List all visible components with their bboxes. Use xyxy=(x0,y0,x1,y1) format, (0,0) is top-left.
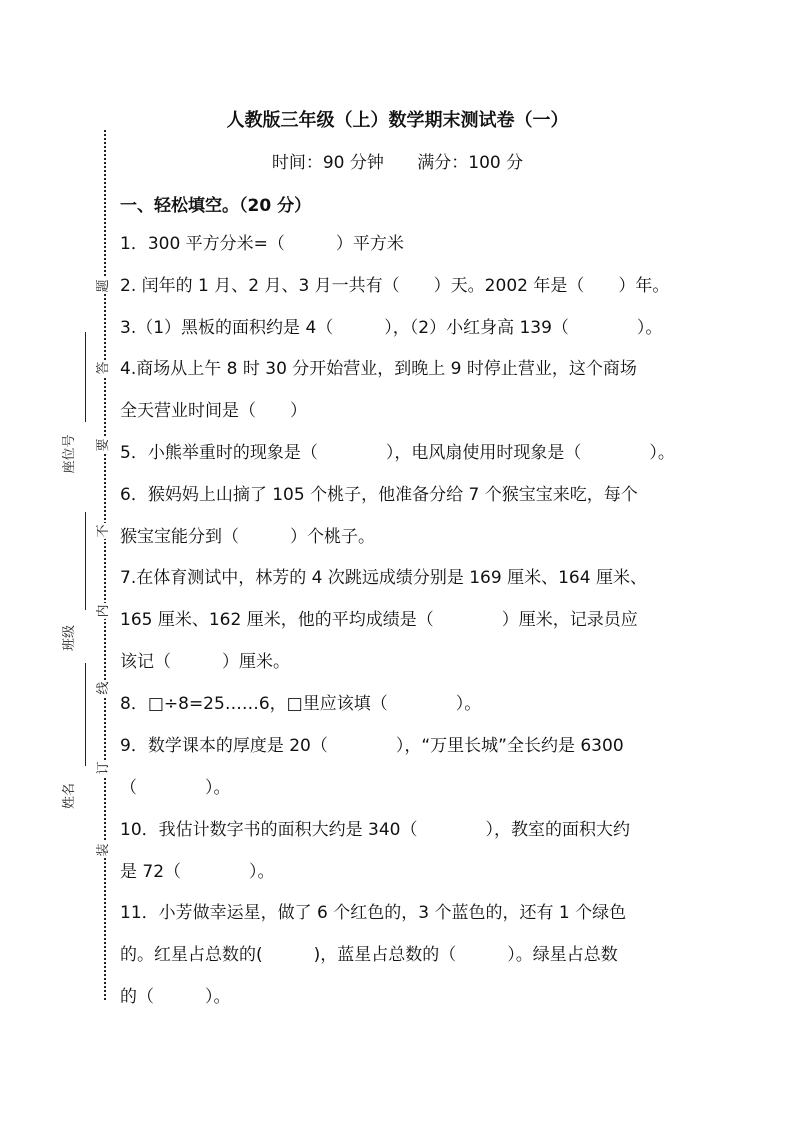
seal-word: 题 xyxy=(96,279,111,293)
question-line: 2. 闰年的 1 月、2 月、3 月一共有（ ）天。2002 年是（ ）年。 xyxy=(120,276,670,296)
seat-number-blank[interactable] xyxy=(85,332,86,422)
question-line: 3.（1）黑板的面积约是 4（ ），（2）小红身高 139（ ）。 xyxy=(120,318,663,338)
question-3 xyxy=(120,307,676,349)
question-line: 5．小熊举重时的现象是（ ），电风扇使用时现象是（ ）。 xyxy=(120,443,675,463)
class-label: 班级 xyxy=(62,625,77,652)
question-line: 1．300 平方分米=（ ）平方米 xyxy=(120,234,404,254)
seal-word: 内 xyxy=(96,604,111,618)
question-line: 165 厘米、162 厘米，他的平均成绩是（ ）厘米，记录员应 xyxy=(120,610,638,630)
class-blank[interactable] xyxy=(85,512,86,610)
question-line: 9．数学课本的厚度是 20（ ），“万里长城”全长约是 6300 xyxy=(120,736,624,756)
question-1 xyxy=(120,223,676,265)
exam-info xyxy=(120,148,675,173)
seal-word: 订 xyxy=(96,761,111,775)
seal-word: 答 xyxy=(96,361,111,375)
question-line: （ ）。 xyxy=(120,778,231,798)
exam-score: 满分：100 分 xyxy=(417,153,524,173)
question-line: 该记（ ）厘米。 xyxy=(120,652,290,672)
question-9 xyxy=(120,725,676,809)
question-line: 的。红星占总数的( )，蓝星占总数的（ ）。绿星占总数 xyxy=(120,945,618,965)
seal-word: 要 xyxy=(96,438,111,452)
seal-word: 装 xyxy=(96,843,111,857)
exam-title: 人教版三年级（上）数学期末测试卷（一） xyxy=(226,110,569,131)
question-line: 11．小芳做幸运星，做了 6 个红色的，3 个蓝色的，还有 1 个绿色 xyxy=(120,903,627,923)
question-line: 8．□÷8=25……6，□里应该填（ ）。 xyxy=(120,694,482,714)
question-line: 猴宝宝能分到（ ）个桃子。 xyxy=(120,527,375,547)
question-line: 4.商场从上午 8 时 30 分开始营业，到晚上 9 时停止营业，这个商场 xyxy=(120,359,637,379)
name-blank[interactable] xyxy=(85,663,86,766)
seal-word: 线 xyxy=(96,681,111,695)
question-7 xyxy=(120,557,676,683)
question-line: 的（ ）。 xyxy=(120,987,231,1007)
section-heading: 一、轻松填空。（20 分） xyxy=(120,196,312,216)
question-line: 6．猴妈妈上山摘了 105 个桃子，他准备分给 7 个猴宝宝来吃，每个 xyxy=(120,485,638,505)
question-line: 是 72（ ）。 xyxy=(120,862,275,882)
question-6 xyxy=(120,474,676,558)
seat-number-label: 座位号 xyxy=(62,434,77,474)
name-label: 姓名 xyxy=(62,783,77,810)
question-8 xyxy=(120,683,676,725)
binding-dotted-line xyxy=(104,130,106,1000)
exam-time: 时间：90 分钟 xyxy=(271,153,384,173)
question-5 xyxy=(120,432,676,474)
question-11 xyxy=(120,892,676,1018)
question-4 xyxy=(120,348,676,432)
seal-word: 不 xyxy=(96,524,111,538)
question-10 xyxy=(120,809,676,893)
question-2 xyxy=(120,265,676,307)
question-line: 10．我估计数字书的面积大约是 340（ ），教室的面积大约 xyxy=(120,820,630,840)
question-line: 7.在体育测试中，林芳的 4 次跳远成绩分别是 169 厘米、164 厘米、 xyxy=(120,568,647,588)
question-line: 全天营业时间是（ ） xyxy=(120,401,307,421)
